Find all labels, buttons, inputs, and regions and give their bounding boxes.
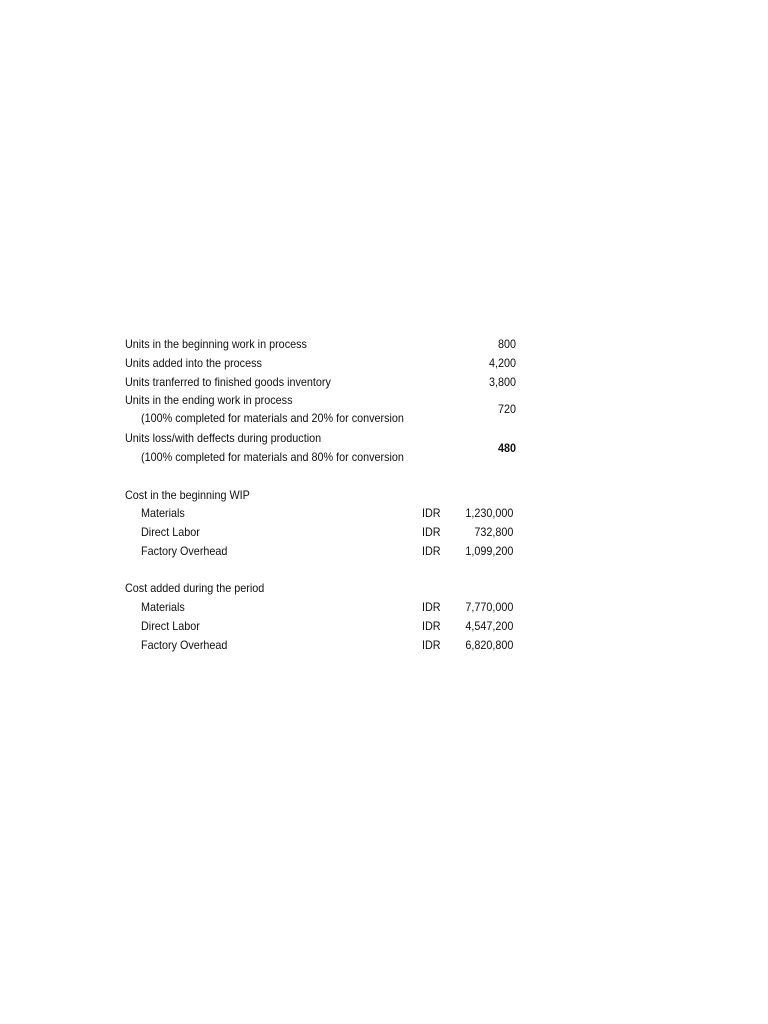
- beginning-materials-label: Materials: [141, 506, 185, 520]
- added-direct-labor-label: Direct Labor: [141, 619, 200, 633]
- units-loss-label: Units loss/with deffects during production: [125, 431, 322, 445]
- units-loss-completion-note: (100% completed for materials and 80% for conversion: [141, 450, 404, 464]
- units-added-value: 4,200: [488, 356, 516, 370]
- ending-wip-units-value: 720: [497, 402, 516, 416]
- units-transferred-label: Units tranferred to finished goods inventory: [125, 375, 331, 389]
- ending-wip-completion-note: (100% completed for materials and 20% for conversion: [141, 411, 404, 425]
- added-factory-overhead-currency: IDR: [422, 638, 441, 652]
- added-cost-heading: Cost added during the period: [125, 581, 265, 595]
- units-loss-value: 480: [497, 441, 516, 455]
- added-materials-amount: 7,770,000: [464, 600, 513, 614]
- beginning-wip-units-label: Units in the beginning work in process: [125, 337, 307, 351]
- beginning-factory-overhead-label: Factory Overhead: [141, 544, 228, 558]
- added-materials-currency: IDR: [422, 600, 441, 614]
- beginning-wip-cost-heading: Cost in the beginning WIP: [125, 488, 250, 502]
- beginning-direct-labor-currency: IDR: [422, 525, 441, 539]
- added-direct-labor-currency: IDR: [422, 619, 441, 633]
- added-materials-label: Materials: [141, 600, 185, 614]
- beginning-materials-amount: 1,230,000: [464, 506, 513, 520]
- units-transferred-value: 3,800: [488, 375, 516, 389]
- beginning-direct-labor-label: Direct Labor: [141, 525, 200, 539]
- beginning-direct-labor-amount: 732,800: [473, 525, 513, 539]
- beginning-factory-overhead-amount: 1,099,200: [464, 544, 513, 558]
- beginning-factory-overhead-currency: IDR: [422, 544, 441, 558]
- units-added-label: Units added into the process: [125, 356, 262, 370]
- added-factory-overhead-amount: 6,820,800: [464, 638, 513, 652]
- beginning-wip-units-value: 800: [497, 337, 516, 351]
- added-direct-labor-amount: 4,547,200: [464, 619, 513, 633]
- added-factory-overhead-label: Factory Overhead: [141, 638, 228, 652]
- beginning-materials-currency: IDR: [422, 506, 441, 520]
- ending-wip-units-label: Units in the ending work in process: [125, 393, 293, 407]
